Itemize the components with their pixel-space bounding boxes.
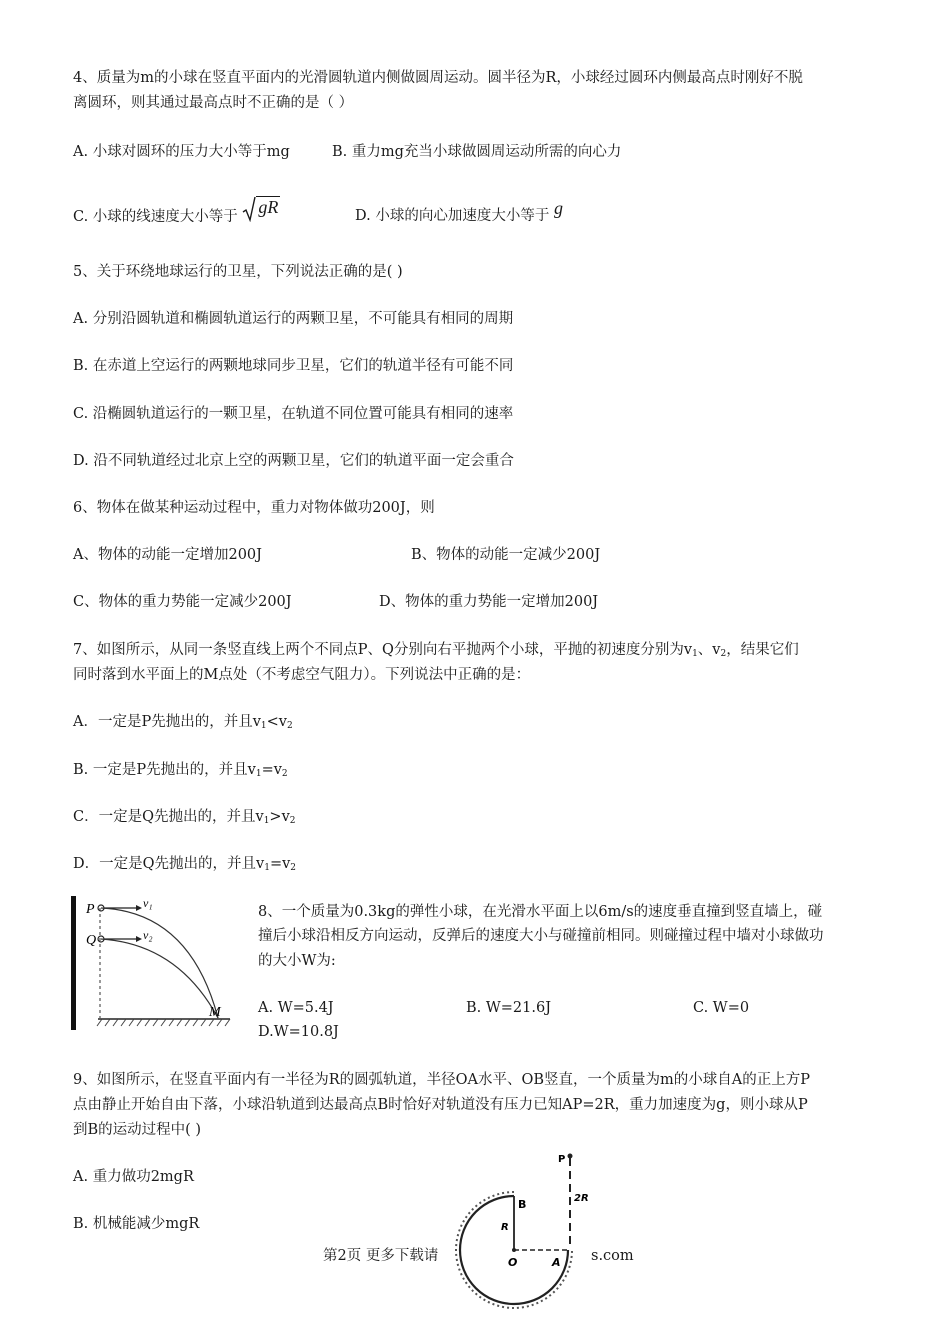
q8-option-b: B. W=21.6J: [466, 1000, 552, 1016]
q4-stem-line2: 离圆环，则其通过最高点时不正确的是（ ）: [73, 95, 354, 111]
label-p: P: [558, 1154, 566, 1165]
sqrt-icon: [242, 196, 280, 222]
q8-stem-line3: 的大小W为:: [258, 953, 336, 969]
q4-option-d: [355, 198, 563, 226]
q5-option-a: A. 分别沿圆轨道和椭圆轨道运行的两颗卫星，不可能具有相同的周期: [73, 311, 514, 327]
q7-stem-text-c: ，结果它们: [726, 642, 799, 658]
label-p: P: [86, 902, 95, 917]
q7-option-c: [73, 807, 296, 831]
point-o: [512, 1248, 516, 1252]
point-p: [568, 1154, 573, 1159]
wall-bar: [71, 896, 76, 1030]
footer-left: 第2页 更多下载请: [323, 1248, 439, 1264]
trajectory-q: [101, 939, 218, 1018]
q5-option-d: D. 沿不同轨道经过北京上空的两颗卫星，它们的轨道平面一定会重合: [73, 453, 514, 469]
projectile-figure: [70, 894, 238, 1032]
q6-option-a: A、物体的动能一定增加200J: [73, 547, 262, 563]
q5-stem: 5、关于环绕地球运行的卫星，下列说法正确的是( ): [73, 264, 403, 280]
q7-option-d-text: D．一定是Q先抛出的，并且v: [73, 856, 265, 872]
v1-arrowhead: [136, 905, 142, 911]
q7-stem-text-b: 、v: [697, 642, 721, 658]
label-v1: v₁: [143, 896, 153, 910]
q7-sub-1: 1: [692, 649, 698, 659]
q7-option-a-sub2: 2: [287, 721, 293, 731]
q7-option-b-rel: =v: [261, 762, 282, 778]
q9-stem-line2: 点由静止开始自由下落，小球沿轨道到达最高点B时恰好对轨道没有压力已知AP=2R，重力加速度为g，则小球从P: [73, 1097, 808, 1113]
q6-option-b: B、物体的动能一定减少200J: [411, 547, 601, 563]
q8-option-c: C. W=0: [693, 1000, 750, 1016]
q7-stem-text-a: 7、如图所示，从同一条竖直线上两个不同点P、Q分别向右平抛两个小球，平抛的初速度分别为v: [73, 642, 693, 658]
q7-option-a: [73, 712, 293, 736]
q7-option-b-sub1: 1: [255, 769, 262, 779]
q7-option-d-sub2: 2: [290, 863, 297, 873]
label-q: Q: [86, 933, 97, 948]
q4-option-d-text: D. 小球的向心加速度大小等于: [355, 208, 550, 224]
q7-option-a-text: A．一定是P先抛出的，并且v: [73, 714, 261, 730]
projectile-diagram-svg: [70, 894, 238, 1032]
circular-track-svg: [448, 1146, 588, 1336]
q7-option-a-sub1: 1: [260, 721, 267, 731]
label-m: M: [209, 1005, 221, 1020]
footer-right: s.com: [591, 1248, 634, 1264]
q6-stem: 6、物体在做某种运动过程中，重力对物体做功200J，则: [73, 500, 435, 516]
q7-option-d: [73, 854, 296, 878]
q4-option-c-text: C. 小球的线速度大小等于: [73, 209, 238, 225]
label-a: A: [552, 1256, 561, 1269]
q7-option-b-text: B. 一定是P先抛出的，并且v: [73, 762, 256, 778]
q4-option-c: [73, 197, 280, 230]
label-o: O: [508, 1256, 518, 1269]
q4-option-b: B. 重力mg充当小球做圆周运动所需的向心力: [332, 144, 622, 160]
q4-stem-line1: 4、质量为m的小球在竖直平面内的光滑圆轨道内侧做圆周运动。圆半径为R，小球经过圆环内侧最高点时刚好不脱: [73, 70, 803, 86]
q8-stem-line2: 撞后小球沿相反方向运动，反弹后的速度大小与碰撞前相同。则碰撞过程中墙对小球做功: [258, 928, 824, 944]
label-r: R: [501, 1222, 509, 1233]
q7-option-c-rel: >v: [269, 809, 290, 825]
q6-option-c: C、物体的重力势能一定减少200J: [73, 594, 292, 610]
q4-option-c-math: gR: [258, 197, 279, 217]
label-v2: v₂: [143, 928, 153, 942]
q5-option-b: B. 在赤道上空运行的两颗地球同步卫星，它们的轨道半径有可能不同: [73, 358, 514, 374]
q9-stem-line3: 到B的运动过程中( ): [73, 1122, 202, 1138]
q4-option-d-math: g: [553, 198, 563, 218]
q7-option-c-sub1: 1: [263, 816, 270, 826]
q7-option-a-rel: <v: [266, 714, 287, 730]
q7-option-d-rel: =v: [269, 856, 291, 872]
q7-option-b-sub2: 2: [281, 769, 288, 779]
q9-option-a: A. 重力做功2mgR: [73, 1169, 194, 1185]
q9-stem-line1: 9、如图所示，在竖直平面内有一半径为R的圆弧轨道，半径OA水平、OB竖直，一个质量为m的小球自A的正上方P: [73, 1072, 811, 1088]
q6-option-d: D、物体的重力势能一定增加200J: [379, 594, 599, 610]
label-2r: 2R: [574, 1193, 588, 1204]
q7-option-c-sub2: 2: [289, 816, 296, 826]
q8-stem-line1: 8、一个质量为0.3kg的弹性小球，在光滑水平面上以6m/s的速度垂直撞到竖直墙上，碰: [258, 904, 823, 920]
q4-option-a: A. 小球对圆环的压力大小等于mg: [73, 144, 290, 160]
q7-sub-2: 2: [720, 649, 727, 659]
trajectory-p: [101, 908, 218, 1018]
label-b: B: [518, 1198, 527, 1211]
q7-stem-line1: [73, 640, 799, 664]
q8-option-a: A. W=5.4J: [258, 1000, 334, 1016]
q5-option-c: C. 沿椭圆轨道运行的一颗卫星，在轨道不同位置可能具有相同的速率: [73, 406, 514, 422]
q7-option-c-text: C．一定是Q先抛出的，并且v: [73, 809, 264, 825]
q9-option-b: B. 机械能减少mgR: [73, 1216, 200, 1232]
q7-stem-line2: 同时落到水平面上的M点处（不考虑空气阻力）。下列说法中正确的是：: [73, 667, 531, 683]
ground-hatch: [97, 1019, 230, 1026]
q8-option-d: D.W=10.8J: [258, 1024, 339, 1040]
circular-track-figure: [448, 1146, 588, 1336]
q7-option-d-sub1: 1: [264, 863, 270, 873]
q7-option-b: [73, 760, 288, 784]
v2-arrowhead: [136, 936, 142, 942]
